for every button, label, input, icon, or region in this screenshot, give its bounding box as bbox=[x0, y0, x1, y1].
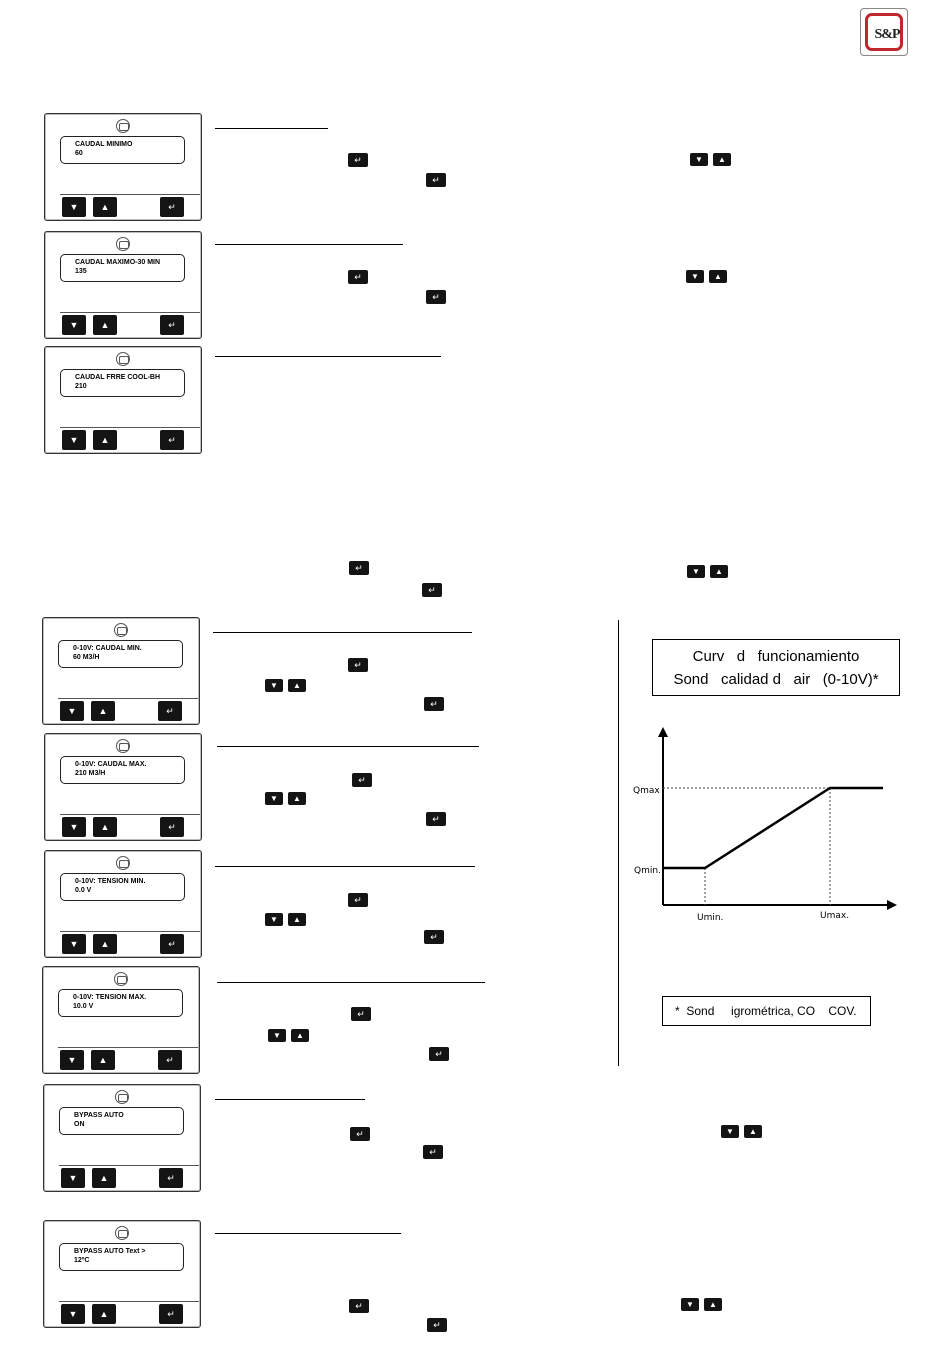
y-tick-qmax: Qmax bbox=[633, 786, 660, 796]
control-panel bbox=[44, 231, 202, 339]
enter-button[interactable]: ↵ bbox=[160, 817, 184, 837]
screen-line-1: 0-10V: CAUDAL MIN. bbox=[73, 645, 142, 652]
enter-key-icon: ↵ bbox=[349, 561, 369, 575]
column-separator bbox=[618, 620, 619, 1066]
up-key-icon: ▲ bbox=[704, 1298, 722, 1311]
screen-line-1: 0-10V: TENSION MAX. bbox=[73, 994, 147, 1001]
chart-title-box bbox=[652, 639, 900, 696]
enter-button[interactable]: ↵ bbox=[158, 1050, 182, 1070]
chart-title-line2: Sond calidad d air (0-10V)* bbox=[673, 671, 879, 688]
up-button[interactable]: ▲ bbox=[93, 197, 117, 217]
down-key-icon: ▼ bbox=[686, 270, 704, 283]
enter-button[interactable]: ↵ bbox=[160, 315, 184, 335]
down-button[interactable]: ▼ bbox=[60, 701, 84, 721]
down-button[interactable]: ▼ bbox=[62, 934, 86, 954]
enter-key-icon: ↵ bbox=[348, 270, 368, 284]
enter-button[interactable]: ↵ bbox=[159, 1168, 183, 1188]
heading-underline bbox=[215, 356, 441, 357]
screen-line-1: BYPASS AUTO Text > bbox=[74, 1248, 146, 1255]
up-button[interactable]: ▲ bbox=[91, 1050, 115, 1070]
enter-key-icon: ↵ bbox=[352, 773, 372, 787]
enter-key-icon: ↵ bbox=[426, 173, 446, 187]
up-button[interactable]: ▲ bbox=[92, 1304, 116, 1324]
screen-line-2: 60 bbox=[75, 150, 83, 157]
screen-line-1: CAUDAL FRRE COOL-BH bbox=[75, 374, 161, 381]
enter-key-icon: ↵ bbox=[426, 812, 446, 826]
heading-underline bbox=[215, 866, 475, 867]
up-key-icon: ▲ bbox=[713, 153, 731, 166]
up-key-icon: ▲ bbox=[709, 270, 727, 283]
control-panel bbox=[43, 1084, 201, 1192]
down-button[interactable]: ▼ bbox=[62, 315, 86, 335]
heading-underline bbox=[215, 244, 403, 245]
up-button[interactable]: ▲ bbox=[93, 430, 117, 450]
enter-key-icon: ↵ bbox=[424, 930, 444, 944]
screen-line-1: BYPASS AUTO bbox=[74, 1112, 124, 1119]
down-key-icon: ▼ bbox=[268, 1029, 286, 1042]
enter-button[interactable]: ↵ bbox=[160, 197, 184, 217]
screen-line-2: ON bbox=[74, 1121, 85, 1128]
enter-key-icon: ↵ bbox=[427, 1318, 447, 1332]
down-key-icon: ▼ bbox=[681, 1298, 699, 1311]
key-bar bbox=[59, 1165, 199, 1189]
up-key-icon: ▲ bbox=[744, 1125, 762, 1138]
brand-logo bbox=[860, 8, 908, 56]
key-bar bbox=[60, 427, 200, 451]
fan-logo-icon bbox=[116, 856, 130, 870]
chart-title-line1: Curv d funcionamiento bbox=[692, 648, 860, 665]
screen-line-2: 10.0 V bbox=[73, 1003, 94, 1010]
down-key-icon: ▼ bbox=[265, 792, 283, 805]
lcd-screen bbox=[60, 756, 185, 784]
lcd-screen bbox=[59, 1107, 184, 1135]
heading-underline bbox=[215, 1233, 401, 1234]
enter-key-icon: ↵ bbox=[351, 1007, 371, 1021]
control-panel bbox=[42, 617, 200, 725]
key-bar bbox=[60, 814, 200, 838]
down-button[interactable]: ▼ bbox=[61, 1168, 85, 1188]
heading-underline bbox=[213, 632, 472, 633]
down-button[interactable]: ▼ bbox=[60, 1050, 84, 1070]
key-bar bbox=[60, 194, 200, 218]
enter-key-icon: ↵ bbox=[349, 1299, 369, 1313]
down-key-icon: ▼ bbox=[690, 153, 708, 166]
fan-logo-icon bbox=[115, 1090, 129, 1104]
operating-curve-chart bbox=[625, 725, 905, 930]
screen-line-2: 135 bbox=[75, 268, 87, 275]
key-bar bbox=[60, 931, 200, 955]
lcd-screen bbox=[60, 254, 185, 282]
fan-logo-icon bbox=[116, 739, 130, 753]
up-button[interactable]: ▲ bbox=[91, 701, 115, 721]
control-panel bbox=[44, 113, 202, 221]
screen-line-2: 12ºC bbox=[74, 1257, 90, 1264]
lcd-screen bbox=[58, 640, 183, 668]
lcd-screen bbox=[58, 989, 183, 1017]
up-button[interactable]: ▲ bbox=[93, 315, 117, 335]
key-bar bbox=[58, 698, 198, 722]
enter-key-icon: ↵ bbox=[350, 1127, 370, 1141]
key-bar bbox=[60, 312, 200, 336]
screen-line-1: CAUDAL MAXIMO-30 MIN bbox=[75, 259, 161, 266]
y-tick-qmin: Qmin. bbox=[634, 866, 661, 876]
screen-line-1: CAUDAL MINIMO bbox=[75, 141, 133, 148]
control-panel bbox=[42, 966, 200, 1074]
key-bar bbox=[59, 1301, 199, 1325]
enter-key-icon: ↵ bbox=[348, 153, 368, 167]
enter-key-icon: ↵ bbox=[424, 697, 444, 711]
up-key-icon: ▲ bbox=[288, 913, 306, 926]
control-panel bbox=[43, 1220, 201, 1328]
down-key-icon: ▼ bbox=[687, 565, 705, 578]
x-axis-arrow bbox=[887, 900, 897, 910]
down-button[interactable]: ▼ bbox=[62, 817, 86, 837]
enter-button[interactable]: ↵ bbox=[160, 934, 184, 954]
enter-button[interactable]: ↵ bbox=[159, 1304, 183, 1324]
logo-text: S&P bbox=[874, 27, 900, 42]
control-panel bbox=[44, 733, 202, 841]
control-panel bbox=[44, 346, 202, 454]
curve-series bbox=[663, 788, 883, 868]
heading-underline bbox=[215, 1099, 365, 1100]
enter-key-icon: ↵ bbox=[426, 290, 446, 304]
up-key-icon: ▲ bbox=[288, 792, 306, 805]
down-button[interactable]: ▼ bbox=[61, 1304, 85, 1324]
screen-line-1: 0-10V: TENSION MIN. bbox=[75, 878, 146, 885]
y-axis-arrow bbox=[658, 727, 668, 737]
fan-logo-icon bbox=[116, 237, 130, 251]
heading-underline bbox=[215, 128, 328, 129]
enter-key-icon: ↵ bbox=[348, 658, 368, 672]
down-key-icon: ▼ bbox=[721, 1125, 739, 1138]
fan-logo-icon bbox=[115, 1226, 129, 1240]
up-button[interactable]: ▲ bbox=[93, 934, 117, 954]
down-button[interactable]: ▼ bbox=[62, 430, 86, 450]
screen-line-2: 0.0 V bbox=[75, 887, 92, 894]
fan-logo-icon bbox=[114, 972, 128, 986]
fan-logo-icon bbox=[116, 119, 130, 133]
up-key-icon: ▲ bbox=[710, 565, 728, 578]
down-key-icon: ▼ bbox=[265, 913, 283, 926]
down-key-icon: ▼ bbox=[265, 679, 283, 692]
heading-underline bbox=[217, 982, 485, 983]
down-button[interactable]: ▼ bbox=[62, 197, 86, 217]
screen-line-2: 210 M3/H bbox=[75, 770, 106, 777]
screen-line-1: 0-10V: CAUDAL MAX. bbox=[75, 761, 147, 768]
lcd-screen bbox=[60, 136, 185, 164]
enter-button[interactable]: ↵ bbox=[158, 701, 182, 721]
enter-key-icon: ↵ bbox=[429, 1047, 449, 1061]
fan-logo-icon bbox=[116, 352, 130, 366]
x-tick-umin: Umin. bbox=[697, 913, 724, 923]
screen-line-2: 60 M3/H bbox=[73, 654, 100, 661]
heading-underline bbox=[217, 746, 479, 747]
enter-button[interactable]: ↵ bbox=[160, 430, 184, 450]
enter-key-icon: ↵ bbox=[423, 1145, 443, 1159]
lcd-screen bbox=[60, 873, 185, 901]
lcd-screen bbox=[60, 369, 185, 397]
up-button[interactable]: ▲ bbox=[92, 1168, 116, 1188]
fan-logo-icon bbox=[114, 623, 128, 637]
sensor-note: * Sond igrométrica, CO COV. bbox=[662, 996, 871, 1026]
x-tick-umax: Umax. bbox=[820, 911, 850, 921]
up-key-icon: ▲ bbox=[291, 1029, 309, 1042]
up-button[interactable]: ▲ bbox=[93, 817, 117, 837]
key-bar bbox=[58, 1047, 198, 1071]
enter-key-icon: ↵ bbox=[422, 583, 442, 597]
screen-line-2: 210 bbox=[75, 383, 87, 390]
control-panel bbox=[44, 850, 202, 958]
enter-key-icon: ↵ bbox=[348, 893, 368, 907]
up-key-icon: ▲ bbox=[288, 679, 306, 692]
lcd-screen bbox=[59, 1243, 184, 1271]
